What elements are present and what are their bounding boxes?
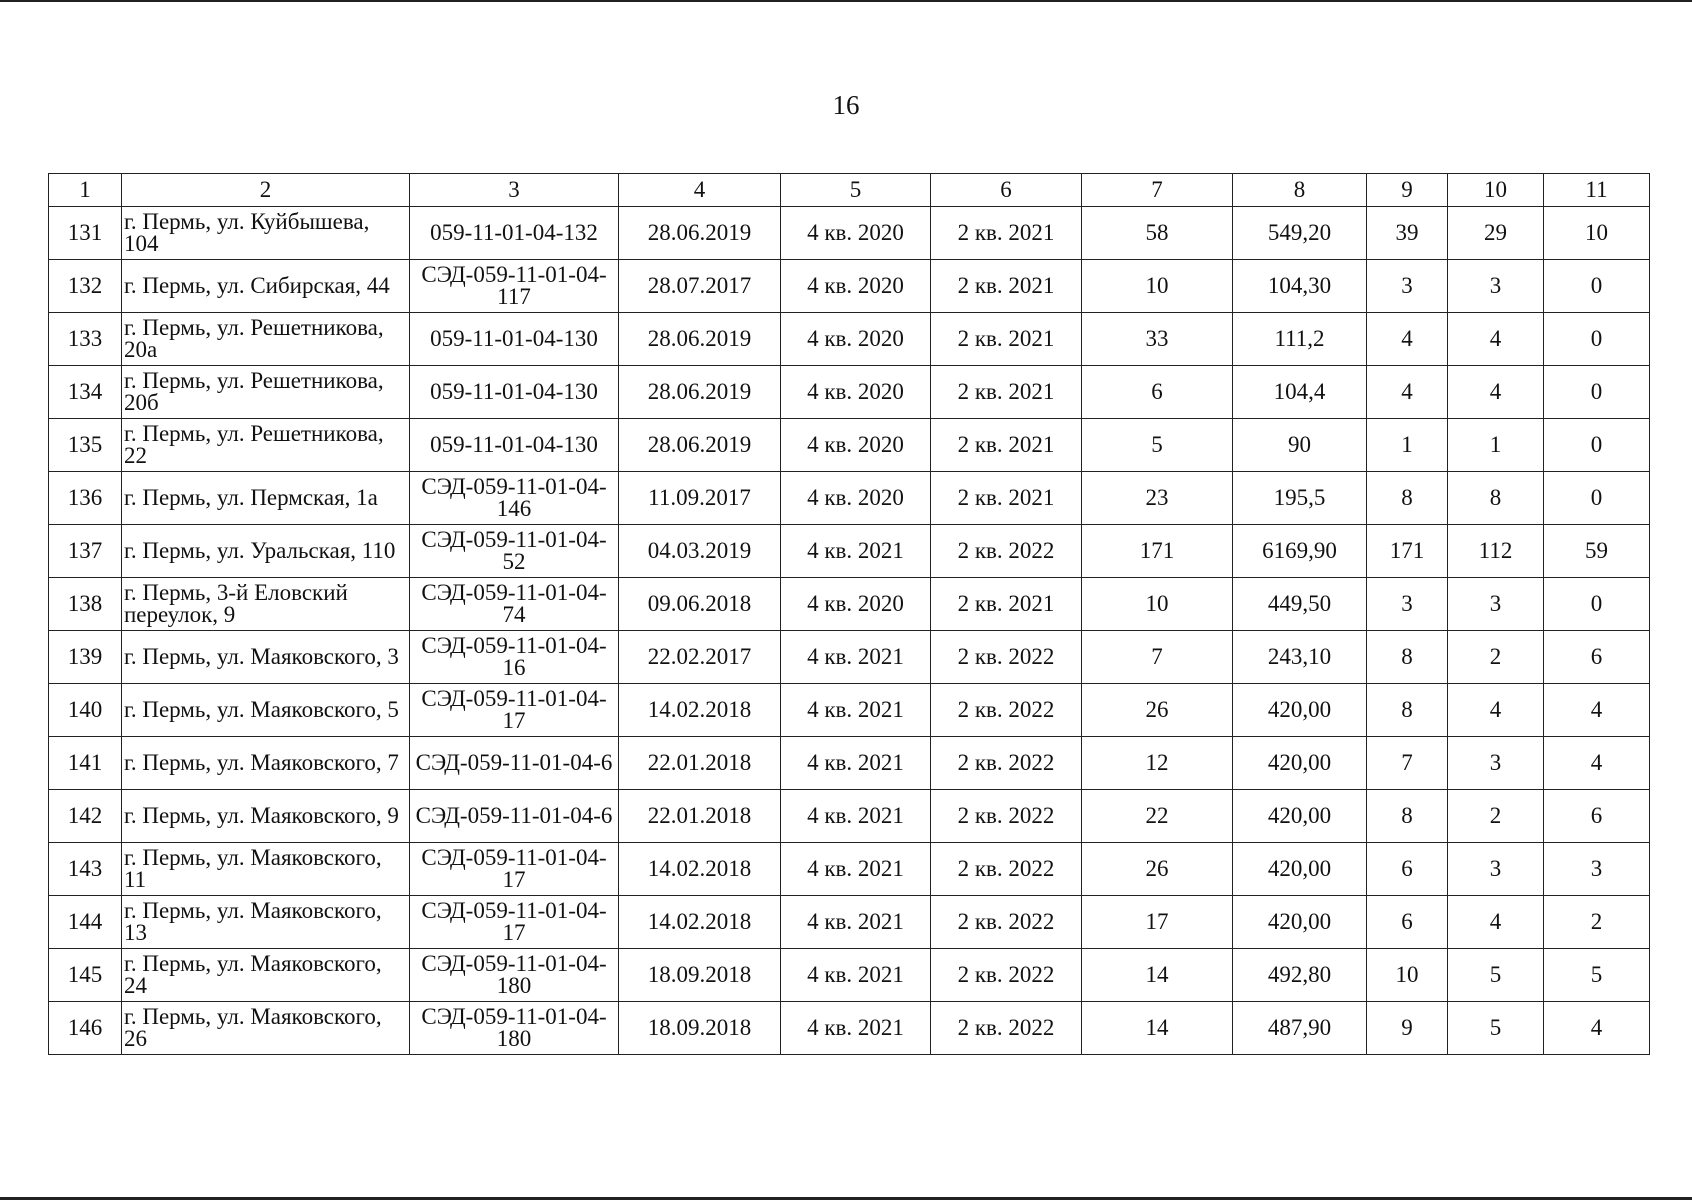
start-period-cell: 4 кв. 2021: [781, 949, 931, 1002]
rooms-col10-cell: 2: [1448, 790, 1544, 843]
end-period-cell: 2 кв. 2022: [931, 631, 1082, 684]
document-number-cell: 059-11-01-04-130: [410, 366, 619, 419]
row-number-cell: 139: [49, 631, 122, 684]
rooms-col11-cell: 4: [1544, 684, 1650, 737]
end-period-cell: 2 кв. 2022: [931, 525, 1082, 578]
end-period-cell: 2 кв. 2021: [931, 313, 1082, 366]
row-number-cell: 145: [49, 949, 122, 1002]
start-period-cell: 4 кв. 2021: [781, 790, 931, 843]
total-rooms-cell: 4: [1367, 313, 1448, 366]
address-cell: г. Пермь, ул. Маяковского, 3: [122, 631, 410, 684]
rooms-col10-cell: 3: [1448, 578, 1544, 631]
start-period-cell: 4 кв. 2021: [781, 737, 931, 790]
document-date-cell: 14.02.2018: [619, 896, 781, 949]
table-row: [49, 631, 1650, 684]
column-number-row: [49, 174, 1650, 207]
total-rooms-cell: 171: [1367, 525, 1448, 578]
area-cell: 104,4: [1233, 366, 1367, 419]
area-cell: 420,00: [1233, 684, 1367, 737]
area-cell: 487,90: [1233, 1002, 1367, 1055]
start-period-cell: 4 кв. 2020: [781, 207, 931, 260]
rooms-col10-cell: 2: [1448, 631, 1544, 684]
document-number-cell: СЭД-059-11-01-04-6: [410, 790, 619, 843]
table-row: [49, 1002, 1650, 1055]
document-number-cell: СЭД-059-11-01-04-16: [410, 631, 619, 684]
rooms-col10-cell: 4: [1448, 896, 1544, 949]
start-period-cell: 4 кв. 2020: [781, 260, 931, 313]
end-period-cell: 2 кв. 2021: [931, 472, 1082, 525]
row-number-cell: 140: [49, 684, 122, 737]
rooms-col11-cell: 4: [1544, 737, 1650, 790]
residents-count-cell: 14: [1082, 1002, 1233, 1055]
end-period-cell: 2 кв. 2022: [931, 843, 1082, 896]
address-cell: г. Пермь, 3-й Еловский переулок, 9: [122, 578, 410, 631]
total-rooms-cell: 6: [1367, 843, 1448, 896]
start-period-cell: 4 кв. 2020: [781, 366, 931, 419]
document-number-cell: СЭД-059-11-01-04-74: [410, 578, 619, 631]
row-number-cell: 131: [49, 207, 122, 260]
row-number-cell: 132: [49, 260, 122, 313]
row-number-cell: 133: [49, 313, 122, 366]
area-cell: 420,00: [1233, 843, 1367, 896]
address-cell: г. Пермь, ул. Решетникова, 22: [122, 419, 410, 472]
rooms-col10-cell: 5: [1448, 1002, 1544, 1055]
rooms-col11-cell: 0: [1544, 260, 1650, 313]
document-date-cell: 28.06.2019: [619, 207, 781, 260]
end-period-cell: 2 кв. 2021: [931, 366, 1082, 419]
column-number-header: 9: [1367, 174, 1448, 207]
rooms-col10-cell: 3: [1448, 260, 1544, 313]
rooms-col11-cell: 0: [1544, 366, 1650, 419]
total-rooms-cell: 3: [1367, 578, 1448, 631]
column-number-header: 8: [1233, 174, 1367, 207]
total-rooms-cell: 8: [1367, 472, 1448, 525]
address-cell: г. Пермь, ул. Сибирская, 44: [122, 260, 410, 313]
address-cell: г. Пермь, ул. Пермская, 1а: [122, 472, 410, 525]
document-number-cell: 059-11-01-04-130: [410, 313, 619, 366]
document-number-cell: 059-11-01-04-130: [410, 419, 619, 472]
total-rooms-cell: 3: [1367, 260, 1448, 313]
document-number-cell: СЭД-059-11-01-04-180: [410, 1002, 619, 1055]
start-period-cell: 4 кв. 2020: [781, 578, 931, 631]
rooms-col10-cell: 4: [1448, 684, 1544, 737]
end-period-cell: 2 кв. 2021: [931, 260, 1082, 313]
document-number-cell: СЭД-059-11-01-04-117: [410, 260, 619, 313]
area-cell: 195,5: [1233, 472, 1367, 525]
residents-count-cell: 10: [1082, 260, 1233, 313]
end-period-cell: 2 кв. 2022: [931, 896, 1082, 949]
residents-count-cell: 14: [1082, 949, 1233, 1002]
area-cell: 104,30: [1233, 260, 1367, 313]
table-row: [49, 472, 1650, 525]
total-rooms-cell: 8: [1367, 790, 1448, 843]
residents-count-cell: 33: [1082, 313, 1233, 366]
row-number-cell: 144: [49, 896, 122, 949]
address-cell: г. Пермь, ул. Куйбышева, 104: [122, 207, 410, 260]
address-cell: г. Пермь, ул. Маяковского, 5: [122, 684, 410, 737]
column-number-header: 1: [49, 174, 122, 207]
end-period-cell: 2 кв. 2021: [931, 578, 1082, 631]
area-cell: 549,20: [1233, 207, 1367, 260]
table-row: [49, 949, 1650, 1002]
total-rooms-cell: 6: [1367, 896, 1448, 949]
rooms-col10-cell: 112: [1448, 525, 1544, 578]
rooms-col10-cell: 29: [1448, 207, 1544, 260]
area-cell: 492,80: [1233, 949, 1367, 1002]
end-period-cell: 2 кв. 2022: [931, 790, 1082, 843]
row-number-cell: 136: [49, 472, 122, 525]
total-rooms-cell: 9: [1367, 1002, 1448, 1055]
table-row: [49, 525, 1650, 578]
row-number-cell: 146: [49, 1002, 122, 1055]
area-cell: 243,10: [1233, 631, 1367, 684]
table-row: [49, 207, 1650, 260]
row-number-cell: 143: [49, 843, 122, 896]
row-number-cell: 135: [49, 419, 122, 472]
rooms-col10-cell: 3: [1448, 843, 1544, 896]
total-rooms-cell: 7: [1367, 737, 1448, 790]
end-period-cell: 2 кв. 2022: [931, 737, 1082, 790]
document-date-cell: 09.06.2018: [619, 578, 781, 631]
address-cell: г. Пермь, ул. Маяковского, 24: [122, 949, 410, 1002]
column-number-header: 5: [781, 174, 931, 207]
document-date-cell: 04.03.2019: [619, 525, 781, 578]
document-date-cell: 22.02.2017: [619, 631, 781, 684]
start-period-cell: 4 кв. 2020: [781, 472, 931, 525]
table-row: [49, 684, 1650, 737]
address-cell: г. Пермь, ул. Маяковского, 26: [122, 1002, 410, 1055]
area-cell: 420,00: [1233, 737, 1367, 790]
address-cell: г. Пермь, ул. Уральская, 110: [122, 525, 410, 578]
table-row: [49, 843, 1650, 896]
residents-count-cell: 10: [1082, 578, 1233, 631]
document-date-cell: 22.01.2018: [619, 737, 781, 790]
document-number-cell: СЭД-059-11-01-04-180: [410, 949, 619, 1002]
area-cell: 111,2: [1233, 313, 1367, 366]
residents-count-cell: 5: [1082, 419, 1233, 472]
area-cell: 420,00: [1233, 896, 1367, 949]
column-number-header: 7: [1082, 174, 1233, 207]
residents-count-cell: 171: [1082, 525, 1233, 578]
page-top-rule: [0, 0, 1692, 2]
end-period-cell: 2 кв. 2022: [931, 684, 1082, 737]
total-rooms-cell: 10: [1367, 949, 1448, 1002]
area-cell: 90: [1233, 419, 1367, 472]
rooms-col11-cell: 6: [1544, 631, 1650, 684]
document-date-cell: 22.01.2018: [619, 790, 781, 843]
document-number-cell: СЭД-059-11-01-04-17: [410, 843, 619, 896]
rooms-col10-cell: 3: [1448, 737, 1544, 790]
table-row: [49, 419, 1650, 472]
start-period-cell: 4 кв. 2021: [781, 631, 931, 684]
end-period-cell: 2 кв. 2022: [931, 1002, 1082, 1055]
area-cell: 420,00: [1233, 790, 1367, 843]
table-row: [49, 790, 1650, 843]
document-date-cell: 18.09.2018: [619, 949, 781, 1002]
rooms-col11-cell: 0: [1544, 578, 1650, 631]
start-period-cell: 4 кв. 2021: [781, 843, 931, 896]
rooms-col10-cell: 8: [1448, 472, 1544, 525]
table-row: [49, 578, 1650, 631]
start-period-cell: 4 кв. 2021: [781, 684, 931, 737]
rooms-col10-cell: 1: [1448, 419, 1544, 472]
document-date-cell: 28.06.2019: [619, 366, 781, 419]
rooms-col11-cell: 4: [1544, 1002, 1650, 1055]
residents-count-cell: 12: [1082, 737, 1233, 790]
end-period-cell: 2 кв. 2022: [931, 949, 1082, 1002]
area-cell: 449,50: [1233, 578, 1367, 631]
rooms-col10-cell: 4: [1448, 313, 1544, 366]
document-number-cell: СЭД-059-11-01-04-52: [410, 525, 619, 578]
page-number: 16: [832, 90, 860, 120]
table-row: [49, 896, 1650, 949]
document-date-cell: 11.09.2017: [619, 472, 781, 525]
residents-count-cell: 7: [1082, 631, 1233, 684]
document-number-cell: СЭД-059-11-01-04-17: [410, 684, 619, 737]
rooms-col11-cell: 0: [1544, 313, 1650, 366]
address-cell: г. Пермь, ул. Маяковского, 11: [122, 843, 410, 896]
document-number-cell: СЭД-059-11-01-04-6: [410, 737, 619, 790]
residents-count-cell: 17: [1082, 896, 1233, 949]
registry-table: [48, 173, 1650, 1055]
column-number-header: 3: [410, 174, 619, 207]
address-cell: г. Пермь, ул. Решетникова, 20б: [122, 366, 410, 419]
residents-count-cell: 58: [1082, 207, 1233, 260]
total-rooms-cell: 4: [1367, 366, 1448, 419]
column-number-header: 4: [619, 174, 781, 207]
document-date-cell: 14.02.2018: [619, 843, 781, 896]
address-cell: г. Пермь, ул. Маяковского, 9: [122, 790, 410, 843]
start-period-cell: 4 кв. 2021: [781, 525, 931, 578]
total-rooms-cell: 8: [1367, 631, 1448, 684]
rooms-col11-cell: 59: [1544, 525, 1650, 578]
rooms-col10-cell: 5: [1448, 949, 1544, 1002]
rooms-col11-cell: 0: [1544, 472, 1650, 525]
rooms-col11-cell: 2: [1544, 896, 1650, 949]
document-number-cell: СЭД-059-11-01-04-17: [410, 896, 619, 949]
rooms-col10-cell: 4: [1448, 366, 1544, 419]
row-number-cell: 134: [49, 366, 122, 419]
area-cell: 6169,90: [1233, 525, 1367, 578]
residents-count-cell: 23: [1082, 472, 1233, 525]
document-date-cell: 28.07.2017: [619, 260, 781, 313]
column-number-header: 10: [1448, 174, 1544, 207]
row-number-cell: 137: [49, 525, 122, 578]
rooms-col11-cell: 3: [1544, 843, 1650, 896]
address-cell: г. Пермь, ул. Решетникова, 20а: [122, 313, 410, 366]
start-period-cell: 4 кв. 2021: [781, 1002, 931, 1055]
table-row: [49, 366, 1650, 419]
address-cell: г. Пермь, ул. Маяковского, 7: [122, 737, 410, 790]
document-date-cell: 14.02.2018: [619, 684, 781, 737]
row-number-cell: 138: [49, 578, 122, 631]
rooms-col11-cell: 0: [1544, 419, 1650, 472]
rooms-col11-cell: 6: [1544, 790, 1650, 843]
table-row: [49, 260, 1650, 313]
rooms-col11-cell: 10: [1544, 207, 1650, 260]
row-number-cell: 141: [49, 737, 122, 790]
residents-count-cell: 26: [1082, 684, 1233, 737]
total-rooms-cell: 8: [1367, 684, 1448, 737]
table-row: [49, 313, 1650, 366]
document-date-cell: 18.09.2018: [619, 1002, 781, 1055]
end-period-cell: 2 кв. 2021: [931, 207, 1082, 260]
row-number-cell: 142: [49, 790, 122, 843]
total-rooms-cell: 1: [1367, 419, 1448, 472]
start-period-cell: 4 кв. 2020: [781, 313, 931, 366]
document-date-cell: 28.06.2019: [619, 419, 781, 472]
column-number-header: 2: [122, 174, 410, 207]
residents-count-cell: 22: [1082, 790, 1233, 843]
residents-count-cell: 26: [1082, 843, 1233, 896]
document-number-cell: СЭД-059-11-01-04-146: [410, 472, 619, 525]
total-rooms-cell: 39: [1367, 207, 1448, 260]
residents-count-cell: 6: [1082, 366, 1233, 419]
start-period-cell: 4 кв. 2020: [781, 419, 931, 472]
table-row: [49, 737, 1650, 790]
start-period-cell: 4 кв. 2021: [781, 896, 931, 949]
rooms-col11-cell: 5: [1544, 949, 1650, 1002]
document-number-cell: 059-11-01-04-132: [410, 207, 619, 260]
document-date-cell: 28.06.2019: [619, 313, 781, 366]
end-period-cell: 2 кв. 2021: [931, 419, 1082, 472]
column-number-header: 11: [1544, 174, 1650, 207]
column-number-header: 6: [931, 174, 1082, 207]
address-cell: г. Пермь, ул. Маяковского, 13: [122, 896, 410, 949]
table-body: [49, 207, 1650, 1055]
